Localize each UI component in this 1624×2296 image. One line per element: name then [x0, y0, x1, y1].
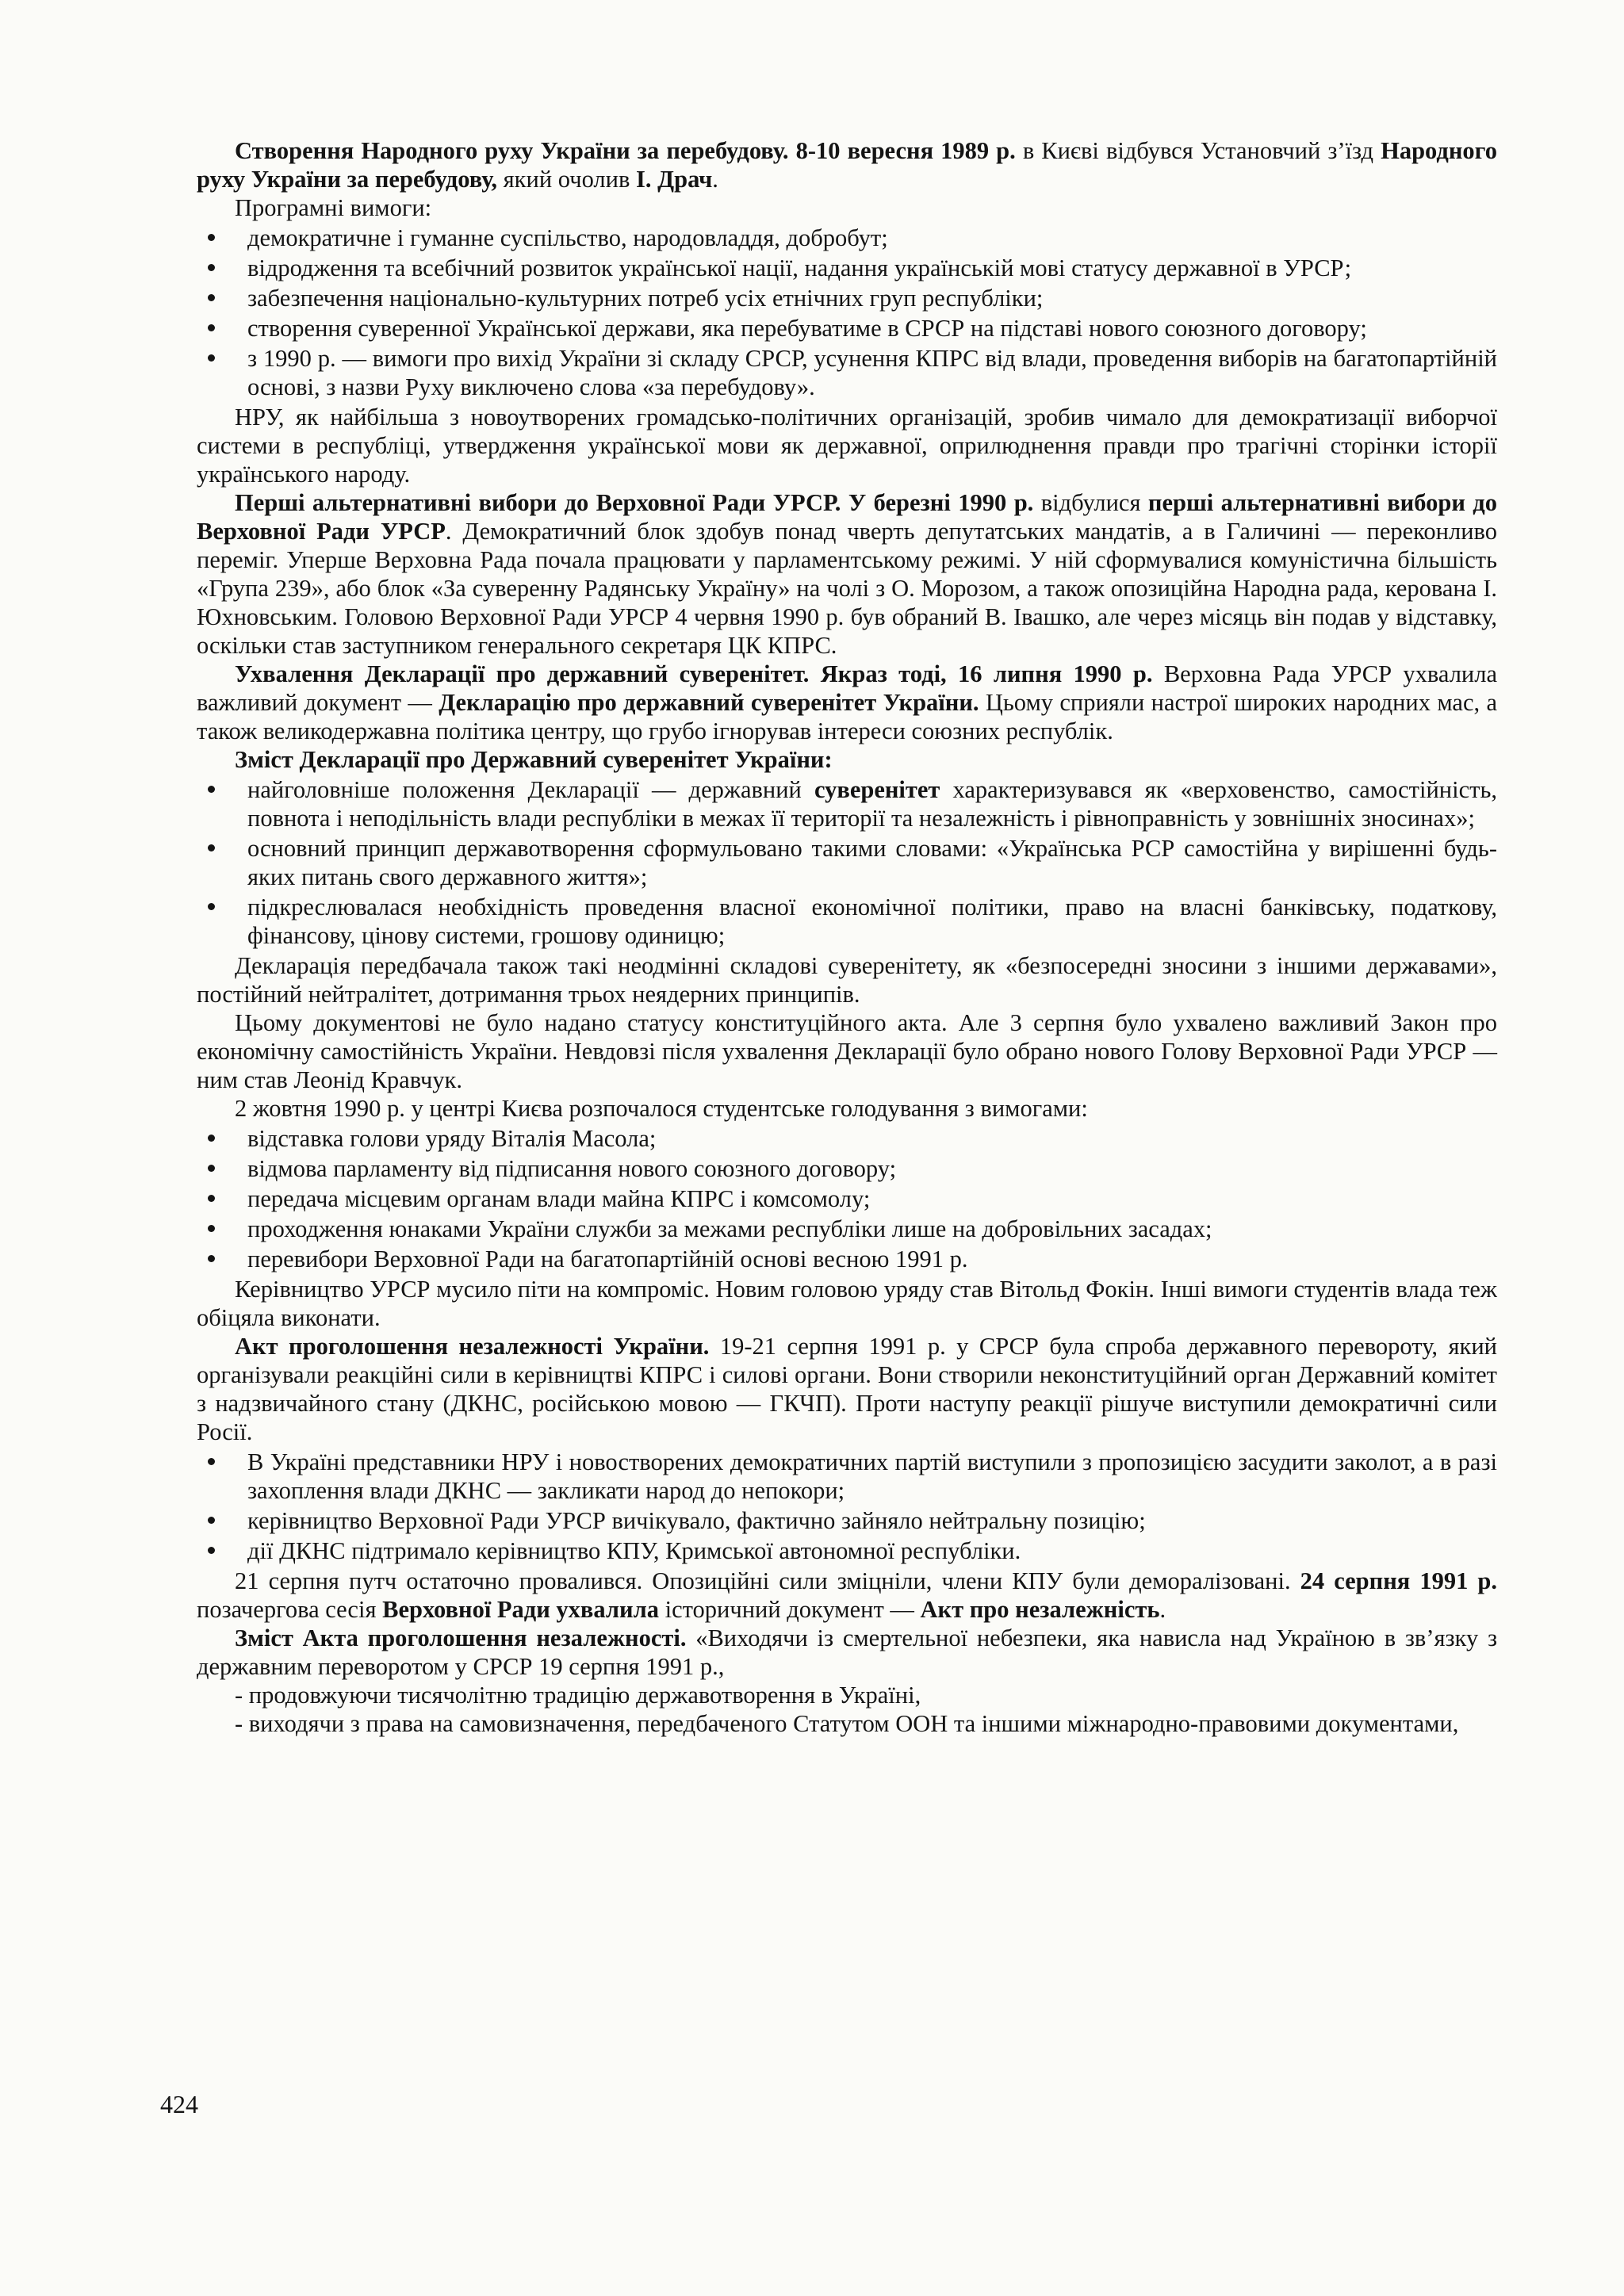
list-item	[197, 254, 1497, 282]
elections-date: У березні 1990 р.	[848, 489, 1034, 516]
declaration-after-1: Декларація передбачала також такі неодмінні складові суверенітету, як «безпосередні зносини з іншими державами», постійний нейтралітет, дотримання трьох неядерних принципів.	[197, 952, 1497, 1008]
bullet-icon	[208, 903, 215, 910]
elections-bold: перші альтернативні вибори до Верховної Ради УРСР	[197, 489, 1497, 545]
independence-after-text: 21 серпня путч остаточно провалився. Опозиційні сили зміцніли, члени КПУ були деморалізовані.	[235, 1567, 1300, 1594]
independence-after-end: .	[1159, 1596, 1166, 1623]
list-item	[197, 893, 1497, 950]
bullet-icon	[208, 324, 215, 331]
independence-after-bold: Верховної Ради ухвалила	[382, 1596, 659, 1623]
list-item-text: відмова парламенту від підписання нового союзного договору;	[247, 1155, 897, 1182]
rukh-leader-end: .	[712, 166, 718, 193]
list-item-text: відродження та всебічний розвиток української нації, надання українській мові статусу державної в УРСР;	[247, 254, 1352, 281]
rukh-date: 8-10 вересня 1989 р.	[795, 137, 1016, 164]
bullet-icon	[208, 786, 215, 793]
rukh-summary: НРУ, як найбільша з новоутворених громадсько-політичних організацій, зробив чимало для демократизації виборчої системи в республіці, утвердження української мови як державної, оприлюднення правди про трагічні сторінки історії українського народу.	[197, 404, 1497, 488]
document-page	[197, 136, 1497, 1738]
independence-text: 19-21 серпня 1991 р. у СРСР була спроба державного перевороту, який організували реакційні сили в керівництві КПРС і силові органи. Вони створили неконституційний орган Державний комітет з надзвичайного стану (ДКНС, російською мовою — ГКЧП). Проти наступу реакції рішуче виступили демократичні сили Росії.	[197, 1333, 1497, 1445]
bullet-icon	[208, 1165, 215, 1172]
act-content	[197, 1624, 1497, 1681]
declaration-title-end: . Якраз тоді,	[802, 660, 959, 687]
declaration-list	[197, 775, 1497, 950]
list-item-text: передача місцевим органам влади майна КПРС і комсомолу;	[247, 1185, 871, 1212]
list-item	[197, 314, 1497, 342]
hunger-strike-result: Керівництво УРСР мусило піти на компроміс. Новим головою уряду став Вітольд Фокін. Інші вимоги студентів влада теж обіцяла виконати.	[197, 1276, 1497, 1331]
declaration-mid: Верховна Рада УРСР ухвалила важливий документ —	[197, 660, 1497, 716]
page-number: 424	[160, 2090, 198, 2118]
list-item-text: В Україні представники НРУ і новостворених демократичних партій виступили з пропозицією засудити заколот, а в разі захоплення влади ДКНС — закликати народ до непокори;	[247, 1448, 1497, 1504]
list-item-text: керівництво Верховної Ради УРСР вичікувало, фактично зайняло нейтральну позицію;	[247, 1507, 1146, 1534]
list-item	[197, 344, 1497, 401]
bullet-icon	[208, 1195, 215, 1202]
rukh-program-label: Програмні вимоги:	[235, 194, 432, 221]
list-item	[197, 1506, 1497, 1535]
declaration-date: 16 липня 1990 р.	[958, 660, 1153, 687]
declaration-text: Цьому сприяли настрої широких народних мас, а також великодержавна політика центру, що грубо ігнорував інтереси союзних республік.	[197, 689, 1497, 744]
rukh-intro	[197, 136, 1497, 193]
list-item	[197, 775, 1497, 832]
declaration-title: Ухвалення Декларації про державний суверенітет	[235, 660, 803, 687]
list-item-text: відставка голови уряду Віталія Масола;	[247, 1125, 657, 1152]
list-item	[197, 1448, 1497, 1505]
independence-after-doc: Акт про незалежність	[920, 1596, 1160, 1623]
independence-after-mid2: історичний документ —	[658, 1596, 921, 1623]
rukh-intro-text: в Києві відбувся Установчий з’їзд	[1015, 137, 1381, 164]
rukh-leader: І. Драч	[636, 166, 713, 193]
list-item	[197, 224, 1497, 252]
act-content-title: Зміст Акта проголошення незалежності.	[235, 1624, 687, 1651]
hunger-strike-intro: 2 жовтня 1990 р. у центрі Києва розпочалося студентське голодування з вимогами:	[235, 1095, 1088, 1122]
bullet-icon	[208, 1517, 215, 1524]
list-item	[197, 1245, 1497, 1273]
rukh-program-list	[197, 224, 1497, 401]
list-item	[197, 284, 1497, 312]
independence-after-date: 24 серпня 1991 р.	[1300, 1567, 1497, 1594]
rukh-name: Народного руху України за перебудову,	[197, 137, 1497, 193]
list-item-text: дії ДКНС підтримало керівництво КПУ, Кримської автономної республіки.	[247, 1537, 1021, 1564]
list-item-text: перевибори Верховної Ради на багатопартійній основі весною 1991 р.	[247, 1246, 968, 1272]
declaration-doc: Декларацію про державний суверенітет України.	[439, 689, 979, 716]
list-item-text: найголовніше положення Декларації — державний	[247, 776, 814, 803]
act-line-1: - продовжуючи тисячолітню традицію державотворення в Україні,	[235, 1682, 921, 1709]
independence-title: Акт проголошення незалежності України.	[235, 1333, 710, 1360]
declaration-after-2: Цьому документові не було надано статусу конституційного акта. Але 3 серпня було ухвалено важливий Закон про економічну самостійність України. Невдовзі після ухвалення Декларації було обрано нового Голову Верховної Ради УРСР — ним став Леонід Кравчук.	[197, 1009, 1497, 1093]
list-item	[197, 1124, 1497, 1153]
bullet-icon	[208, 1547, 215, 1554]
bullet-icon	[208, 264, 215, 271]
rukh-intro-end: який очолив	[497, 166, 636, 193]
independence-after	[197, 1567, 1497, 1624]
bullet-icon	[208, 1255, 215, 1262]
bullet-icon	[208, 1135, 215, 1142]
list-item	[197, 1184, 1497, 1213]
rukh-title: Створення Народного руху України за перебудову.	[235, 137, 789, 164]
list-item-text: забезпечення національно-культурних потреб усіх етнічних груп республіки;	[247, 285, 1044, 312]
declaration-content-heading: Зміст Декларації про Державний суверенітет України:	[235, 746, 833, 773]
list-item	[197, 1154, 1497, 1183]
independence-after-mid: позачергова сесія	[197, 1596, 383, 1623]
list-item	[197, 1215, 1497, 1243]
elections-text: . Демократичний блок здобув понад чверть депутатських мандатів, а в Галичині — переконливо переміг. Уперше Верховна Рада почала працювати у парламентському режимі. У ній сформувалися комуністична більшість «Група 239», або блок «За суверенну Радянську Україну» на чолі з О. Морозом, а також опозиційна Народна рада, керована І. Юхновським. Головою Верховної Ради УРСР 4 червня 1990 р. був обраний В. Івашко, але через місяць він подав у відставку, оскільки став заступником генерального секретаря ЦК КПРС.	[197, 518, 1497, 659]
bullet-icon	[208, 354, 215, 362]
act-content-text: «Виходячи із смертельної небезпеки, яка нависла над Україною в зв’язку з державним переворотом у СРСР 19 серпня 1991 р.,	[197, 1624, 1497, 1680]
elections-title: Перші альтернативні вибори до Верховної Ради УРСР.	[235, 489, 841, 516]
act-line-2: - виходячи з права на самовизначення, передбаченого Статутом ООН та іншими міжнародно-правовими документами,	[235, 1710, 1459, 1737]
declaration-content-title	[197, 745, 1497, 774]
list-item	[197, 834, 1497, 891]
bullet-icon	[208, 1458, 215, 1465]
bullet-icon	[208, 294, 215, 301]
list-item-text-end: характеризувався як «верховенство, самостійність, повнота і неподільність влади республіки в межах її території та незалежність і рівноправність у зовнішніх зносинах»;	[247, 776, 1497, 832]
list-item-bold: суверенітет	[814, 776, 940, 803]
declaration-paragraph	[197, 660, 1497, 745]
list-item-text: основний принцип державотворення сформульовано такими словами: «Українська РСР самостійна у вирішенні будь-яких питань свого державного життя»;	[247, 835, 1497, 890]
bullet-icon	[208, 844, 215, 851]
list-item-text: створення суверенної Української держави, яка перебуватиме в СРСР на підставі нового союзного договору;	[247, 315, 1367, 342]
elections-mid: відбулися	[1033, 489, 1148, 516]
bullet-icon	[208, 1225, 215, 1232]
independence-list	[197, 1448, 1497, 1565]
elections-paragraph	[197, 488, 1497, 660]
list-item	[197, 1536, 1497, 1565]
list-item-text: проходження юнаками України служби за межами республіки лише на добровільних засадах;	[247, 1215, 1212, 1242]
hunger-strike-list	[197, 1124, 1497, 1273]
list-item-text: з 1990 р. — вимоги про вихід України зі складу СРСР, усунення КПРС від влади, проведення виборів на багатопартійній основі, з назви Руху виключено слова «за перебудову».	[247, 345, 1497, 400]
bullet-icon	[208, 234, 215, 241]
independence-paragraph	[197, 1332, 1497, 1446]
list-item-text: підкреслювалася необхідність проведення власної економічної політики, право на власні банківську, податкову, фінансову, цінову системи, грошову одиницю;	[247, 894, 1497, 949]
list-item-text: демократичне і гуманне суспільство, народовладдя, добробут;	[247, 224, 888, 251]
